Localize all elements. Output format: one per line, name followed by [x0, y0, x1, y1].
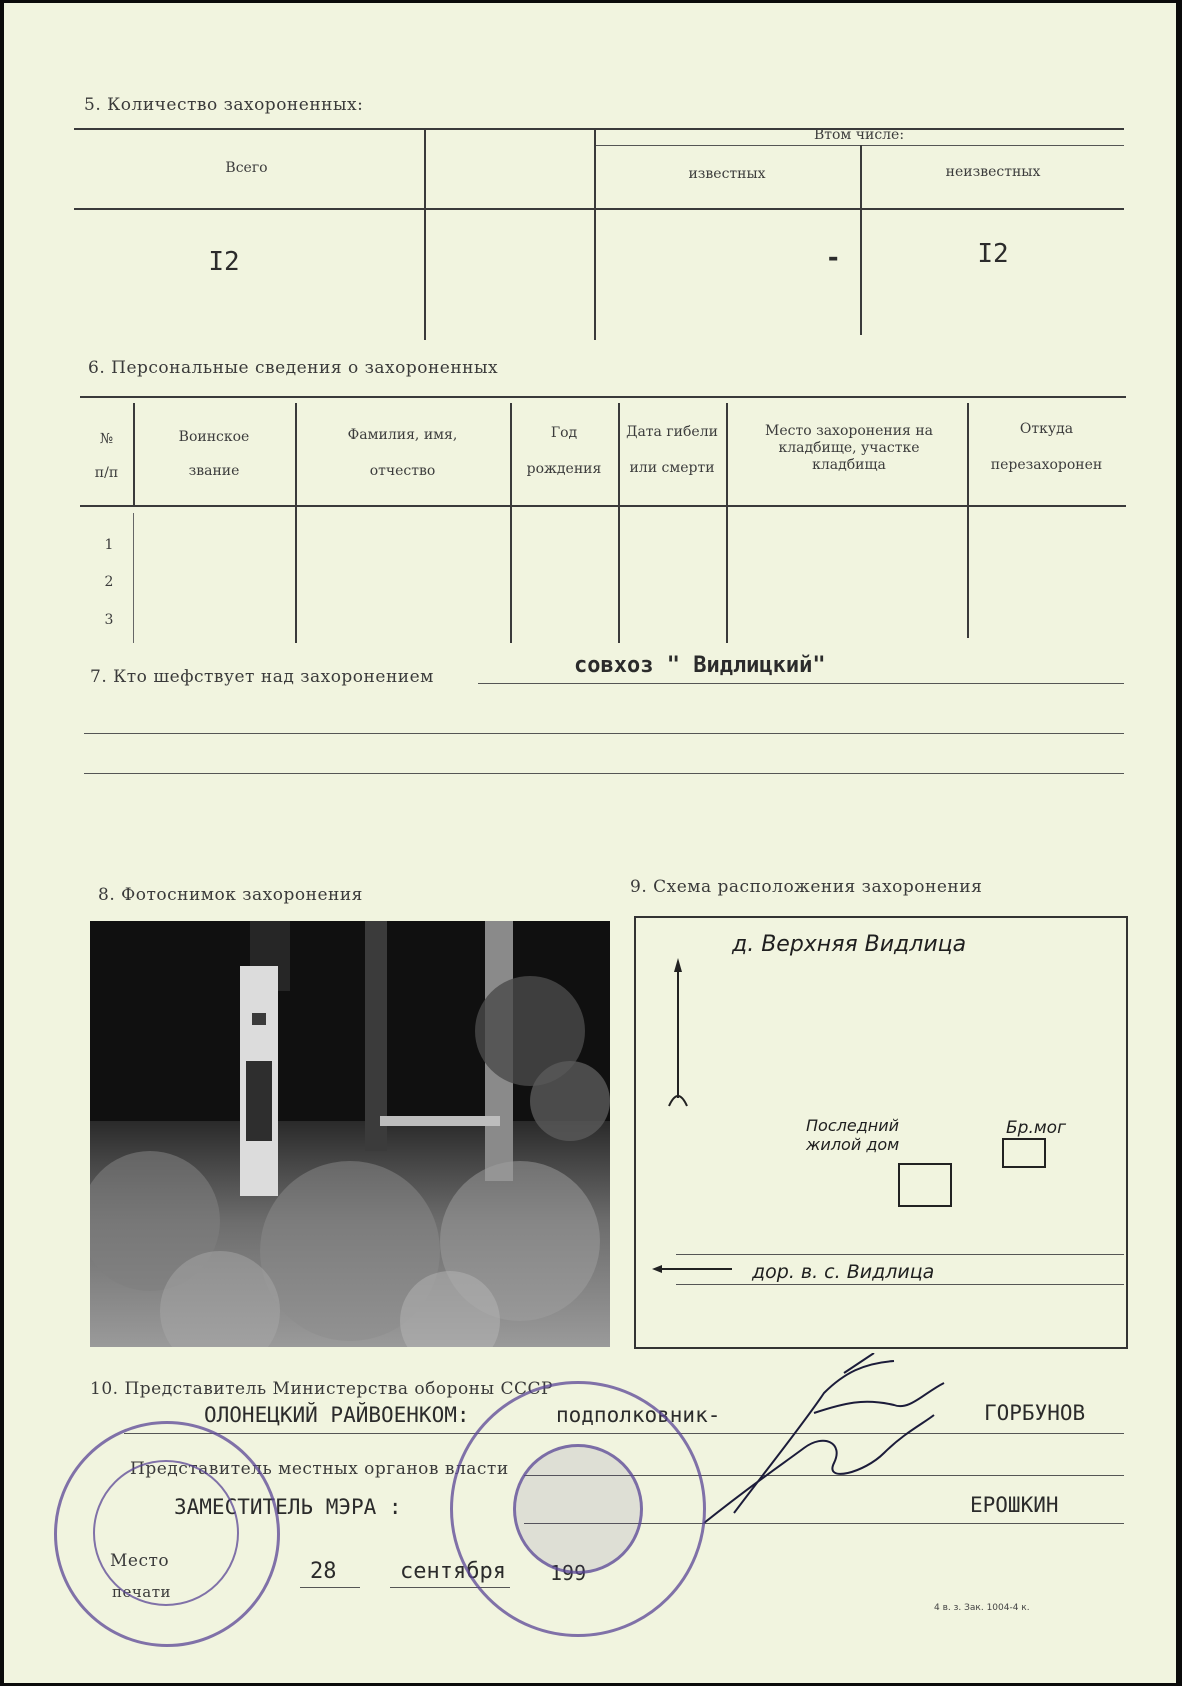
col-including-header: Втом числе: [813, 127, 905, 143]
h-name-b: отчество [369, 463, 436, 479]
value-total: I2 [208, 247, 240, 277]
date-line [300, 1587, 360, 1588]
table5-mid-line [74, 208, 1124, 210]
mo-rank: подполковник- [556, 1403, 721, 1427]
military-stamp [54, 1421, 280, 1647]
council-stamp [450, 1381, 706, 1637]
road-arrow-icon [652, 1262, 732, 1276]
mo-organization: ОЛОНЕЦКИЙ РАЙВОЕНКОМ: [204, 1403, 470, 1427]
value-unknown: I2 [977, 239, 1009, 269]
table5-divider [424, 128, 426, 340]
row-number: 1 [104, 537, 114, 553]
h-from-a: Откуда [1019, 421, 1074, 437]
road-label: дор. в. с. Видлица [752, 1261, 935, 1283]
date-year: 199 [550, 1561, 587, 1585]
table5-divider [594, 128, 596, 340]
road-line [676, 1254, 1124, 1255]
date-month: сентября [400, 1559, 506, 1584]
signature-scribble [694, 1353, 954, 1533]
date-day: 28 [310, 1559, 337, 1584]
table6-header-line [80, 505, 1126, 507]
north-arrow-icon [666, 958, 696, 1108]
military-stamp-inner [93, 1460, 239, 1606]
burial-photo-image [90, 921, 610, 1347]
col-known-header: известных [688, 166, 766, 182]
printer-note: 4 в. з. Зак. 1004-4 к. [934, 1603, 1030, 1613]
patron-line [478, 683, 1124, 684]
mass-grave-label: Бр.мог [1006, 1118, 1067, 1138]
h-rank-b: звание [188, 463, 240, 479]
stamp-place-label-2: печати [112, 1583, 172, 1601]
table5-incl-line [594, 145, 1124, 146]
h-name-a: Фамилия, имя, [347, 427, 458, 443]
table6-divider [726, 403, 728, 643]
section10-label: 10. Представитель Министерства обороны СССР [90, 1379, 553, 1399]
stamp-place-label: Место [110, 1551, 170, 1571]
last-house-label: Последний жилой дом [806, 1116, 900, 1154]
h-place: Место захоронения на кладбище, участке кладбища [764, 423, 934, 473]
mass-grave-box [1002, 1138, 1046, 1168]
h-num-a: № [99, 431, 114, 447]
last-house-box [898, 1163, 952, 1207]
blank-line [84, 773, 1124, 774]
row-number: 2 [104, 574, 114, 590]
burial-photo [90, 921, 610, 1347]
local-authority-label: Представитель местных органов власти [130, 1459, 509, 1479]
table6-divider [967, 403, 969, 638]
section6-title: 6. Персональные сведения о захороненных [88, 358, 499, 378]
h-rank-a: Воинское [178, 429, 250, 445]
table6-top-line [80, 396, 1126, 398]
h-death-a: Дата гибели [626, 424, 718, 440]
h-num-b: п/п [94, 465, 119, 481]
local-role: ЗАМЕСТИТЕЛЬ МЭРА : [174, 1495, 402, 1519]
row-number: 3 [104, 612, 114, 628]
blank-line [84, 733, 1124, 734]
village-label: д. Верхняя Видлица [732, 932, 967, 957]
col-total-header: Всего [225, 160, 268, 176]
section9-label: 9. Схема расположения захоронения [630, 877, 983, 897]
mo-name: ГОРБУНОВ [984, 1401, 1086, 1425]
section7-label: 7. Кто шефствует над захоронением [90, 667, 434, 687]
col-unknown-header: неизвестных [945, 164, 1041, 180]
council-stamp-inner [513, 1444, 643, 1574]
table6-divider [133, 403, 135, 505]
patron-value: совхоз " Видлицкий" [574, 653, 826, 678]
value-known: - [825, 243, 841, 273]
document-sheet [4, 3, 1176, 1683]
section8-label: 8. Фотоснимок захоронения [98, 885, 363, 905]
road-line [676, 1284, 1124, 1285]
h-year-a: Год [550, 425, 578, 441]
local-name: ЕРОШКИН [970, 1493, 1059, 1517]
table6-divider [133, 513, 134, 643]
h-death-b: или смерти [629, 460, 715, 476]
h-from-b: перезахоронен [990, 457, 1103, 473]
location-scheme [634, 916, 1128, 1349]
section5-title: 5. Количество захороненных: [84, 95, 364, 115]
h-year-b: рождения [526, 461, 602, 477]
